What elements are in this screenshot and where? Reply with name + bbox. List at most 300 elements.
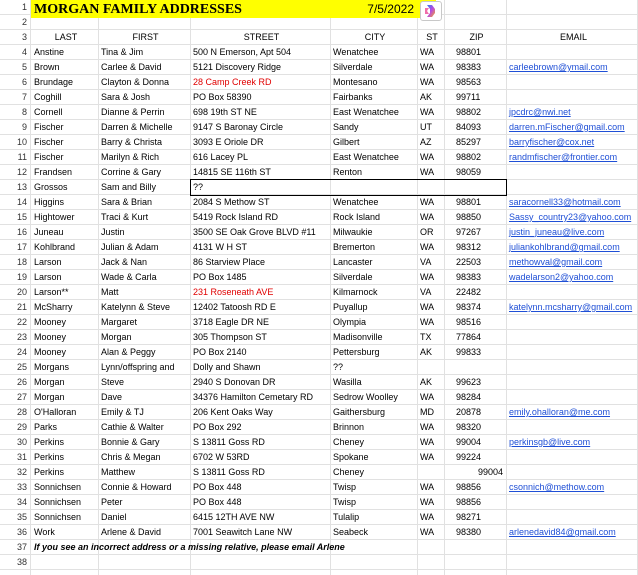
- cell-street[interactable]: 305 Thompson ST: [193, 332, 267, 342]
- email-link[interactable]: saracornell33@hotmail.com: [509, 197, 621, 207]
- cell-zip[interactable]: 99004: [478, 467, 504, 477]
- cell-st[interactable]: [417, 360, 444, 374]
- row-number[interactable]: 15: [0, 210, 30, 224]
- cell-street[interactable]: PO Box 2140: [193, 347, 247, 357]
- sheet-row[interactable]: [0, 195, 638, 210]
- row-number[interactable]: 28: [0, 405, 30, 419]
- sheet-row[interactable]: [0, 90, 638, 105]
- cell-city[interactable]: Gaithersburg: [333, 407, 386, 417]
- cell-st[interactable]: WA: [420, 107, 435, 117]
- cell-email[interactable]: [506, 465, 638, 479]
- sheet-title[interactable]: MORGAN FAMILY ADDRESSES: [31, 0, 436, 18]
- cell-last[interactable]: Hightower: [34, 212, 75, 222]
- cell-last[interactable]: Frandsen: [34, 167, 73, 177]
- email-link[interactable]: carleebrown@ymail.com: [509, 62, 608, 72]
- cell-city[interactable]: Renton: [333, 167, 363, 177]
- cell-first[interactable]: Dave: [101, 392, 123, 402]
- cell-st[interactable]: WA: [420, 47, 435, 57]
- cell-last[interactable]: O'Halloran: [34, 407, 77, 417]
- sheet-row[interactable]: [0, 285, 638, 300]
- cell-first[interactable]: Alan & Peggy: [101, 347, 156, 357]
- cell-last[interactable]: Perkins: [34, 452, 65, 462]
- cell-last[interactable]: Coghill: [34, 92, 62, 102]
- date-cell[interactable]: 7/5/2022: [367, 2, 414, 16]
- email-link[interactable]: Sassy_country23@yahoo.com: [509, 212, 632, 222]
- cell-last[interactable]: Sonnichsen: [34, 512, 82, 522]
- cell-last[interactable]: McSharry: [34, 302, 73, 312]
- cell-zip[interactable]: 98801: [456, 197, 482, 207]
- cell-st[interactable]: UT: [420, 122, 432, 132]
- email-link[interactable]: methowval@gmail.com: [509, 257, 603, 267]
- cell-first[interactable]: Marilyn & Rich: [101, 152, 160, 162]
- email-link[interactable]: justin_juneau@live.com: [509, 227, 605, 237]
- cell-last[interactable]: Larson: [34, 272, 62, 282]
- sheet-row[interactable]: [0, 60, 638, 75]
- cell-street[interactable]: S 13811 Goss RD: [193, 437, 265, 447]
- cell-first[interactable]: Dianne & Perrin: [101, 107, 165, 117]
- cell-zip[interactable]: 84093: [456, 122, 482, 132]
- row-number[interactable]: 33: [0, 480, 30, 494]
- cell-first[interactable]: Bonnie & Gary: [101, 437, 160, 447]
- sheet-row[interactable]: [0, 480, 638, 495]
- row-number[interactable]: 1: [0, 0, 30, 14]
- cell-street[interactable]: 3093 E Oriole DR: [193, 137, 264, 147]
- cell-street[interactable]: PO Box 292: [193, 422, 242, 432]
- cell-last[interactable]: Cornell: [34, 107, 63, 117]
- cell-st[interactable]: [417, 465, 444, 479]
- cell-city[interactable]: Olympia: [333, 317, 367, 327]
- sheet-row[interactable]: [0, 270, 638, 285]
- sheet-row[interactable]: [0, 510, 638, 525]
- cell-first[interactable]: Barry & Christa: [101, 137, 163, 147]
- cell-city[interactable]: Twisp: [333, 497, 357, 507]
- email-link[interactable]: juliankohlbrand@gmail.com: [509, 242, 620, 252]
- cell-last[interactable]: Morgans: [34, 362, 70, 372]
- cell-st[interactable]: WA: [420, 317, 435, 327]
- cell-email[interactable]: [506, 360, 638, 374]
- cell-city[interactable]: Wenatchee: [333, 197, 379, 207]
- cell-email[interactable]: [506, 165, 638, 179]
- column-header-st[interactable]: ST: [426, 32, 438, 42]
- cell-city[interactable]: Wasilla: [333, 377, 362, 387]
- cell-city[interactable]: Tulalip: [333, 512, 360, 522]
- cell-street[interactable]: 7001 Seawitch Lane NW: [193, 527, 293, 537]
- sheet-row[interactable]: [0, 300, 638, 315]
- cell-street[interactable]: PO Box 448: [193, 482, 242, 492]
- cell-zip[interactable]: 98850: [456, 212, 482, 222]
- cell-first[interactable]: Peter: [101, 497, 123, 507]
- sheet-row[interactable]: [0, 330, 638, 345]
- cell-city[interactable]: ??: [333, 362, 344, 372]
- cell-last[interactable]: Brundage: [34, 77, 74, 87]
- row-number[interactable]: 35: [0, 510, 30, 524]
- cell-first[interactable]: Clayton & Donna: [101, 77, 170, 87]
- column-header-last[interactable]: LAST: [54, 32, 78, 42]
- cell-last[interactable]: Anstine: [34, 47, 65, 57]
- cell-city[interactable]: Bremerton: [333, 242, 376, 252]
- cell-first[interactable]: Sara & Brian: [101, 197, 153, 207]
- cell-st[interactable]: AZ: [420, 137, 432, 147]
- cell-last[interactable]: Perkins: [34, 437, 65, 447]
- email-link[interactable]: katelynn.mcsharry@gmail.com: [509, 302, 633, 312]
- cell-street[interactable]: PO Box 448: [193, 497, 242, 507]
- cell-city[interactable]: Sandy: [333, 122, 359, 132]
- cell-last[interactable]: Larson**: [34, 287, 69, 297]
- cell-st[interactable]: WA: [420, 197, 435, 207]
- cell-zip[interactable]: 98374: [456, 302, 482, 312]
- copilot-button[interactable]: [420, 1, 442, 21]
- cell-last[interactable]: Sonnichsen: [34, 497, 82, 507]
- cell-street[interactable]: 12402 Tatoosh RD E: [193, 302, 276, 312]
- cell-city[interactable]: Kilmarnock: [333, 287, 378, 297]
- cell-first[interactable]: Arlene & David: [101, 527, 162, 537]
- cell-street[interactable]: 4131 W H ST: [193, 242, 248, 252]
- cell-zip[interactable]: 99623: [456, 377, 482, 387]
- cell-st[interactable]: WA: [420, 527, 435, 537]
- email-link[interactable]: barryfischer@cox.net: [509, 137, 595, 147]
- cell-last[interactable]: Perkins: [34, 467, 65, 477]
- cell-last[interactable]: Fischer: [34, 137, 64, 147]
- cell-st[interactable]: WA: [420, 272, 435, 282]
- footnote[interactable]: If you see an incorrect address or a missing relative, please email Arlene: [34, 542, 345, 552]
- cell-last[interactable]: Fischer: [34, 122, 64, 132]
- cell-first[interactable]: Daniel: [101, 512, 127, 522]
- cell-first[interactable]: Corrine & Gary: [101, 167, 162, 177]
- cell-street[interactable]: 3500 SE Oak Grove BLVD #11: [193, 227, 316, 237]
- cell-last[interactable]: Sonnichsen: [34, 482, 82, 492]
- cell-street[interactable]: ??: [193, 182, 204, 192]
- column-header-first[interactable]: FIRST: [132, 32, 159, 42]
- cell-zip[interactable]: 98312: [456, 242, 482, 252]
- row-number[interactable]: 23: [0, 330, 30, 344]
- cell-street[interactable]: 698 19th ST NE: [193, 107, 257, 117]
- email-link[interactable]: perkinsgb@live.com: [509, 437, 591, 447]
- cell-first[interactable]: Matthew: [101, 467, 136, 477]
- cell-st[interactable]: WA: [420, 62, 435, 72]
- sheet-row[interactable]: [0, 120, 638, 135]
- row-number[interactable]: 26: [0, 375, 30, 389]
- cell-zip[interactable]: 98802: [456, 152, 482, 162]
- cell-st[interactable]: WA: [420, 497, 435, 507]
- cell-city[interactable]: Sedrow Woolley: [333, 392, 398, 402]
- cell-city[interactable]: Cheney: [333, 467, 365, 477]
- cell-street[interactable]: S 13811 Goss RD: [193, 467, 265, 477]
- cell-zip[interactable]: 98383: [456, 272, 482, 282]
- cell-email[interactable]: [506, 180, 638, 194]
- cell-street[interactable]: 5121 Discovery Ridge: [193, 62, 282, 72]
- cell-first[interactable]: Wade & Carla: [101, 272, 157, 282]
- cell-city[interactable]: East Wenatchee: [333, 152, 399, 162]
- sheet-row[interactable]: [0, 525, 638, 540]
- email-link[interactable]: jpcdrc@nwi.net: [509, 107, 571, 117]
- cell-street[interactable]: 2084 S Methow ST: [193, 197, 270, 207]
- row-number[interactable]: 31: [0, 450, 30, 464]
- row-number[interactable]: 5: [0, 60, 30, 74]
- row-number[interactable]: 3: [0, 30, 30, 44]
- cell-st[interactable]: VA: [420, 257, 432, 267]
- cell-zip[interactable]: 98271: [456, 512, 482, 522]
- cell-city[interactable]: Gilbert: [333, 137, 360, 147]
- cell-email[interactable]: [506, 390, 638, 404]
- cell-city[interactable]: Silverdale: [333, 62, 373, 72]
- cell-st[interactable]: WA: [420, 512, 435, 522]
- row-number[interactable]: 29: [0, 420, 30, 434]
- cell-city[interactable]: Madisonville: [333, 332, 383, 342]
- cell-st[interactable]: WA: [420, 77, 435, 87]
- cell-city[interactable]: Pettersburg: [333, 347, 380, 357]
- row-number[interactable]: 32: [0, 465, 30, 479]
- cell-st[interactable]: AK: [420, 92, 433, 102]
- cell-first[interactable]: Sara & Josh: [101, 92, 151, 102]
- cell-email[interactable]: [506, 495, 638, 509]
- cell-first[interactable]: Margaret: [101, 317, 138, 327]
- cell-street[interactable]: 231 Roseneath AVE: [193, 287, 274, 297]
- cell-first[interactable]: Darren & Michelle: [101, 122, 173, 132]
- cell-city[interactable]: Rock Island: [333, 212, 381, 222]
- cell-last[interactable]: Parks: [34, 422, 58, 432]
- cell-email[interactable]: [506, 75, 638, 89]
- cell-email[interactable]: [506, 285, 638, 299]
- cell-last[interactable]: Mooney: [34, 347, 67, 357]
- row-number[interactable]: 19: [0, 270, 30, 284]
- cell-last[interactable]: Work: [34, 527, 55, 537]
- cell-last[interactable]: Higgins: [34, 197, 65, 207]
- cell-street[interactable]: 28 Camp Creek RD: [193, 77, 272, 87]
- cell-first[interactable]: Katelynn & Steve: [101, 302, 171, 312]
- cell-city[interactable]: Milwaukie: [333, 227, 373, 237]
- cell-first[interactable]: Sam and Billy: [101, 182, 157, 192]
- cell-street[interactable]: 500 N Emerson, Apt 504: [193, 47, 292, 57]
- sheet-row[interactable]: [0, 345, 638, 360]
- cell-email[interactable]: [506, 375, 638, 389]
- cell-email[interactable]: [506, 90, 638, 104]
- sheet-row[interactable]: [0, 450, 638, 465]
- cell-city[interactable]: Montesano: [333, 77, 378, 87]
- cell-zip[interactable]: 85297: [456, 137, 482, 147]
- cell-email[interactable]: [506, 315, 638, 329]
- row-number[interactable]: 13: [0, 180, 30, 194]
- cell-email[interactable]: [506, 510, 638, 524]
- row-number[interactable]: 7: [0, 90, 30, 104]
- row-number[interactable]: 25: [0, 360, 30, 374]
- cell-zip[interactable]: [444, 360, 506, 374]
- cell-email[interactable]: [506, 330, 638, 344]
- sheet-row[interactable]: [0, 540, 638, 555]
- row-number[interactable]: 18: [0, 255, 30, 269]
- cell-st[interactable]: WA: [420, 152, 435, 162]
- cell-zip[interactable]: 99833: [456, 347, 482, 357]
- email-link[interactable]: arlenedavid84@gmail.com: [509, 527, 616, 537]
- cell-street[interactable]: 14815 SE 116th ST: [193, 167, 271, 177]
- sheet-row[interactable]: [0, 30, 638, 45]
- column-header-street[interactable]: STREET: [243, 32, 280, 42]
- column-header-email[interactable]: EMAIL: [559, 32, 587, 42]
- cell-st[interactable]: WA: [420, 212, 435, 222]
- sheet-row[interactable]: [0, 45, 638, 60]
- row-number[interactable]: 17: [0, 240, 30, 254]
- cell-city[interactable]: Fairbanks: [333, 92, 373, 102]
- sheet-row[interactable]: [0, 390, 638, 405]
- cell-st[interactable]: AK: [420, 347, 433, 357]
- cell-first[interactable]: Carlee & David: [101, 62, 162, 72]
- cell-street[interactable]: 3718 Eagle DR NE: [193, 317, 270, 327]
- sheet-row[interactable]: [0, 165, 638, 180]
- cell-st[interactable]: TX: [420, 332, 432, 342]
- sheet-row[interactable]: [0, 210, 638, 225]
- column-header-city[interactable]: CITY: [364, 32, 386, 42]
- row-number[interactable]: 14: [0, 195, 30, 209]
- sheet-row[interactable]: [0, 255, 638, 270]
- cell-street[interactable]: 6415 12TH AVE NW: [193, 512, 275, 522]
- cell-city[interactable]: Cheney: [333, 437, 365, 447]
- cell-st[interactable]: OR: [420, 227, 434, 237]
- cell-last[interactable]: Kohlbrand: [34, 242, 76, 252]
- cell-zip[interactable]: 98380: [456, 527, 482, 537]
- row-number[interactable]: 20: [0, 285, 30, 299]
- cell-email[interactable]: [506, 45, 638, 59]
- cell-last[interactable]: Mooney: [34, 317, 67, 327]
- cell-city[interactable]: East Wenatchee: [333, 107, 399, 117]
- sheet-row[interactable]: [0, 150, 638, 165]
- cell-first[interactable]: Jack & Nan: [101, 257, 148, 267]
- cell-st[interactable]: WA: [420, 302, 435, 312]
- row-number[interactable]: 2: [0, 15, 30, 29]
- cell-last[interactable]: Morgan: [34, 392, 65, 402]
- sheet-row[interactable]: [0, 135, 638, 150]
- email-link[interactable]: randmfischer@frontier.com: [509, 152, 618, 162]
- cell-email[interactable]: [506, 420, 638, 434]
- cell-city[interactable]: Silverdale: [333, 272, 373, 282]
- cell-street[interactable]: PO Box 1485: [193, 272, 247, 282]
- cell-street[interactable]: 5419 Rock Island RD: [193, 212, 279, 222]
- cell-last[interactable]: Morgan: [34, 377, 65, 387]
- row-number[interactable]: 38: [0, 555, 30, 569]
- sheet-row[interactable]: [0, 420, 638, 435]
- sheet-row[interactable]: [0, 360, 638, 375]
- cell-first[interactable]: Connie & Howard: [101, 482, 172, 492]
- cell-st[interactable]: WA: [420, 437, 435, 447]
- row-number[interactable]: 12: [0, 165, 30, 179]
- cell-zip[interactable]: 99224: [456, 452, 482, 462]
- sheet-row[interactable]: [0, 435, 638, 450]
- row-number[interactable]: 27: [0, 390, 30, 404]
- row-number[interactable]: 10: [0, 135, 30, 149]
- cell-street[interactable]: 9147 S Baronay Circle: [193, 122, 284, 132]
- sheet-row[interactable]: [0, 405, 638, 420]
- cell-city[interactable]: Wenatchee: [333, 47, 379, 57]
- cell-first[interactable]: Tina & Jim: [101, 47, 144, 57]
- row-number[interactable]: 24: [0, 345, 30, 359]
- cell-street[interactable]: Dolly and Shawn: [193, 362, 261, 372]
- email-link[interactable]: wadelarson2@yahoo.com: [509, 272, 614, 282]
- row-number[interactable]: 16: [0, 225, 30, 239]
- cell-first[interactable]: Chris & Megan: [101, 452, 161, 462]
- cell-city[interactable]: Twisp: [333, 482, 357, 492]
- row-number[interactable]: 37: [0, 540, 30, 554]
- sheet-row[interactable]: [0, 375, 638, 390]
- row-number[interactable]: 21: [0, 300, 30, 314]
- row-number[interactable]: 6: [0, 75, 30, 89]
- cell-zip[interactable]: 97267: [456, 227, 482, 237]
- cell-zip[interactable]: 98802: [456, 107, 482, 117]
- cell-zip[interactable]: 77864: [456, 332, 482, 342]
- cell-last[interactable]: Grossos: [34, 182, 68, 192]
- email-link[interactable]: darren.mFischer@gmail.com: [509, 122, 625, 132]
- cell-zip[interactable]: 20878: [456, 407, 482, 417]
- sheet-row[interactable]: [0, 240, 638, 255]
- cell-zip[interactable]: 98059: [456, 167, 482, 177]
- cell-first[interactable]: Steve: [101, 377, 125, 387]
- cell-last[interactable]: Fischer: [34, 152, 64, 162]
- cell-zip[interactable]: 98563: [456, 77, 482, 87]
- row-number[interactable]: 4: [0, 45, 30, 59]
- cell-street[interactable]: PO Box 58390: [193, 92, 252, 102]
- cell-last[interactable]: Juneau: [34, 227, 64, 237]
- cell-city[interactable]: Spokane: [333, 452, 369, 462]
- cell-street[interactable]: 616 Lacey PL: [193, 152, 249, 162]
- sheet-row[interactable]: [0, 495, 638, 510]
- email-link[interactable]: csonnich@methow.com: [509, 482, 605, 492]
- cell-first[interactable]: Cathie & Walter: [101, 422, 164, 432]
- cell-zip[interactable]: 98516: [456, 317, 482, 327]
- sheet-row[interactable]: [0, 75, 638, 90]
- cell-city[interactable]: Puyallup: [333, 302, 368, 312]
- cell-last[interactable]: Brown: [34, 62, 60, 72]
- cell-first[interactable]: Lynn/offspring and: [101, 362, 175, 372]
- row-number[interactable]: 22: [0, 315, 30, 329]
- cell-first[interactable]: Emily & TJ: [101, 407, 144, 417]
- cell-street[interactable]: 34376 Hamilton Cemetary RD: [193, 392, 314, 402]
- column-header-zip[interactable]: ZIP: [469, 32, 484, 42]
- cell-city[interactable]: Seabeck: [333, 527, 369, 537]
- row-number[interactable]: 36: [0, 525, 30, 539]
- cell-zip[interactable]: 99711: [456, 92, 481, 102]
- cell-st[interactable]: WA: [420, 392, 435, 402]
- cell-st[interactable]: WA: [420, 167, 435, 177]
- cell-st[interactable]: MD: [420, 407, 434, 417]
- cell-street[interactable]: 86 Starview Place: [193, 257, 266, 267]
- cell-zip[interactable]: 98320: [456, 422, 482, 432]
- cell-first[interactable]: Traci & Kurt: [101, 212, 149, 222]
- cell-last[interactable]: Mooney: [34, 332, 67, 342]
- row-number[interactable]: 30: [0, 435, 30, 449]
- cell-email[interactable]: [506, 345, 638, 359]
- sheet-row[interactable]: [0, 315, 638, 330]
- cell-st[interactable]: WA: [420, 452, 435, 462]
- cell-st[interactable]: VA: [420, 287, 432, 297]
- cell-st[interactable]: AK: [420, 377, 433, 387]
- cell-zip[interactable]: 98856: [456, 482, 482, 492]
- sheet-row[interactable]: [0, 225, 638, 240]
- cell-zip[interactable]: 98383: [456, 62, 482, 72]
- cell-zip[interactable]: 98284: [456, 392, 482, 402]
- cell-first[interactable]: Julian & Adam: [101, 242, 159, 252]
- cell-city[interactable]: Brinnon: [333, 422, 365, 432]
- cell-street[interactable]: 206 Kent Oaks Way: [193, 407, 273, 417]
- cell-street[interactable]: 6702 W 53RD: [193, 452, 250, 462]
- cell-email[interactable]: [506, 450, 638, 464]
- row-number[interactable]: 11: [0, 150, 30, 164]
- cell-st[interactable]: WA: [420, 482, 435, 492]
- cell-st[interactable]: WA: [420, 242, 435, 252]
- cell-zip[interactable]: 98856: [456, 497, 482, 507]
- cell-last[interactable]: Larson: [34, 257, 62, 267]
- cell-zip[interactable]: 22503: [456, 257, 482, 267]
- sheet-row[interactable]: [0, 105, 638, 120]
- cell-street[interactable]: 2940 S Donovan DR: [193, 377, 276, 387]
- row-number[interactable]: 8: [0, 105, 30, 119]
- cell-first[interactable]: Matt: [101, 287, 119, 297]
